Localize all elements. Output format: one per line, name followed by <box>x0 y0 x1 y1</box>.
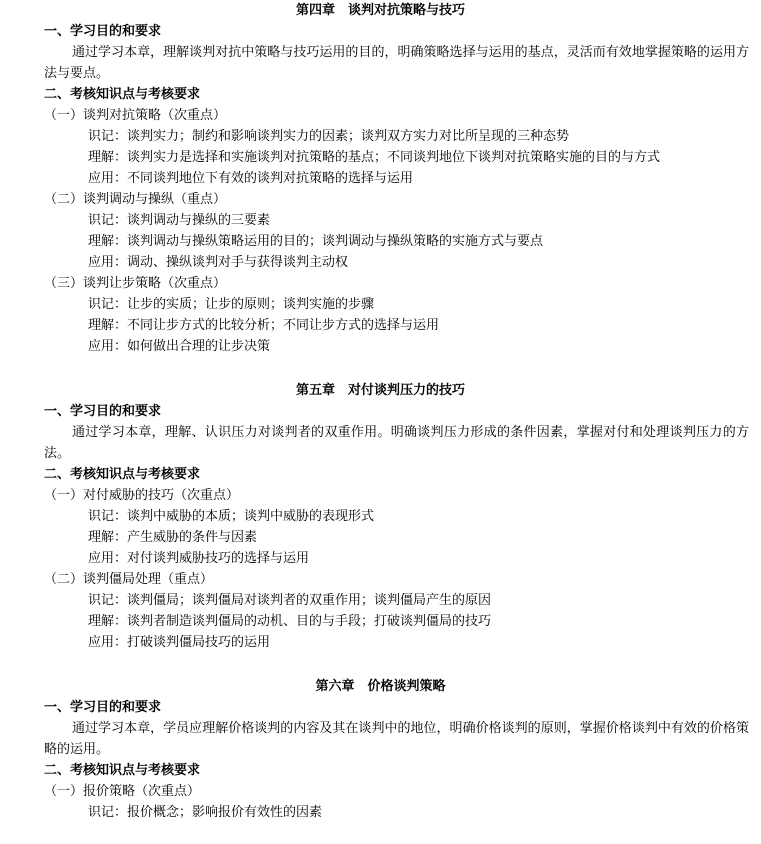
requirements-heading: 二、考核知识点与考核要求 <box>44 763 201 778</box>
section <box>0 189 761 273</box>
section-title: （一）报价策略（次重点） <box>44 784 201 799</box>
goal-text: 通过学习本章，理解、认识压力对谈判者的双重作用。明确谈判压力形成的条件因素，掌握对付和处理谈判压力的方法。 <box>44 425 749 461</box>
chapter-4 <box>0 0 761 357</box>
requirements-heading: 二、考核知识点与考核要求 <box>44 467 201 482</box>
knowledge-item: 识记：报价概念；影响报价有效性的因素 <box>88 805 323 820</box>
goal-heading: 一、学习目的和要求 <box>44 404 162 419</box>
knowledge-item: 识记：谈判调动与操纵的三要素 <box>88 213 271 228</box>
knowledge-item: 识记：谈判僵局；谈判僵局对谈判者的双重作用；谈判僵局产生的原因 <box>88 593 492 608</box>
knowledge-item: 识记：让步的实质；让步的原则；谈判实施的步骤 <box>88 297 375 312</box>
section <box>0 781 761 823</box>
knowledge-item: 应用：调动、操纵谈判对手与获得谈判主动权 <box>88 255 349 270</box>
chapter-title: 第四章 谈判对抗策略与技巧 <box>295 3 465 18</box>
knowledge-item: 应用：打破谈判僵局技巧的运用 <box>88 635 271 650</box>
chapter-6 <box>0 676 761 823</box>
chapter-title: 第五章 对付谈判压力的技巧 <box>295 383 465 398</box>
knowledge-item: 理解：谈判实力是选择和实施谈判对抗策略的基点；不同谈判地位下谈判对抗策略实施的目的与方式 <box>88 150 661 165</box>
knowledge-item: 理解：不同让步方式的比较分析；不同让步方式的选择与运用 <box>88 318 440 333</box>
section <box>0 105 761 189</box>
chapter-5 <box>0 380 761 653</box>
knowledge-item: 应用：对付谈判威胁技巧的选择与运用 <box>88 551 310 566</box>
knowledge-item: 应用：如何做出合理的让步决策 <box>88 339 271 354</box>
section-title: （一）对付威胁的技巧（次重点） <box>44 488 240 503</box>
section <box>0 569 761 653</box>
goal-text: 通过学习本章，理解谈判对抗中策略与技巧运用的目的，明确策略选择与运用的基点，灵活而有效地掌握策略的运用方法与要点。 <box>44 45 749 81</box>
section-title: （三）谈判让步策略（次重点） <box>44 276 227 291</box>
knowledge-item: 识记：谈判中威胁的本质；谈判中威胁的表现形式 <box>88 509 375 524</box>
section <box>0 485 761 569</box>
section-title: （二）谈判调动与操纵（重点） <box>44 192 227 207</box>
knowledge-item: 识记：谈判实力；制约和影响谈判实力的因素；谈判双方实力对比所呈现的三种态势 <box>88 129 570 144</box>
goal-text: 通过学习本章，学员应理解价格谈判的内容及其在谈判中的地位，明确价格谈判的原则，掌握价格谈判中有效的价格策略的运用。 <box>44 721 749 757</box>
goal-heading: 一、学习目的和要求 <box>44 24 162 39</box>
section <box>0 273 761 357</box>
goal-heading: 一、学习目的和要求 <box>44 700 162 715</box>
knowledge-item: 理解：产生威胁的条件与因素 <box>88 530 258 545</box>
knowledge-item: 应用：不同谈判地位下有效的谈判对抗策略的选择与运用 <box>88 171 414 186</box>
knowledge-item: 理解：谈判调动与操纵策略运用的目的；谈判调动与操纵策略的实施方式与要点 <box>88 234 544 249</box>
requirements-heading: 二、考核知识点与考核要求 <box>44 87 201 102</box>
section-title: （一）谈判对抗策略（次重点） <box>44 108 227 123</box>
knowledge-item: 理解：谈判者制造谈判僵局的动机、目的与手段；打破谈判僵局的技巧 <box>88 614 492 629</box>
section-title: （二）谈判僵局处理（重点） <box>44 572 214 587</box>
chapter-title: 第六章 价格谈判策略 <box>315 679 446 694</box>
